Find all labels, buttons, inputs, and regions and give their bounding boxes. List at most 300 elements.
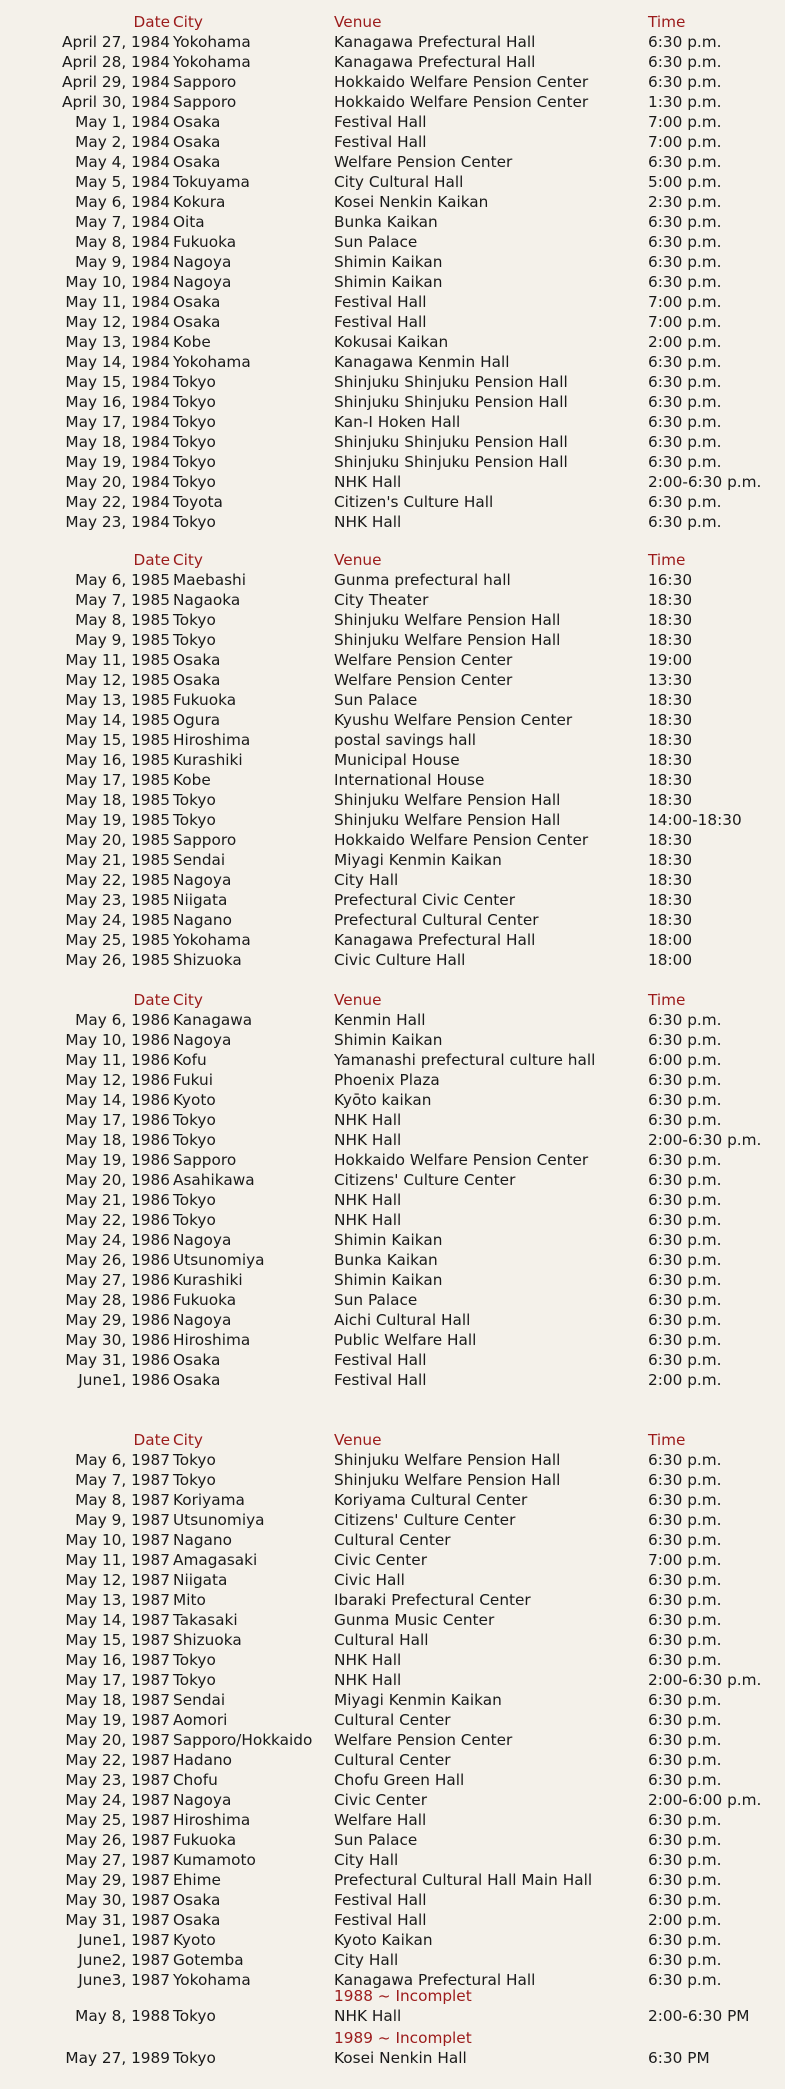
date-cell: May 12, 1987 — [65, 1571, 170, 1589]
table-row — [0, 1330, 785, 1350]
table-row — [0, 890, 785, 910]
table-row — [0, 1650, 785, 1670]
table-row — [0, 1550, 785, 1570]
venue-cell: Shinjuku Shinjuku Pension Hall — [334, 453, 568, 471]
time-cell: 6:30 p.m. — [648, 1971, 722, 1989]
table-row — [0, 1350, 785, 1370]
time-cell: 7:00 p.m. — [648, 293, 722, 311]
date-cell: May 9, 1987 — [75, 1511, 170, 1529]
city-cell: Osaka — [173, 1371, 221, 1389]
date-cell: May 18, 1986 — [65, 1131, 170, 1149]
city-cell: Tokyo — [173, 1211, 216, 1229]
date-cell: May 6, 1987 — [75, 1451, 170, 1469]
city-cell: Gotemba — [173, 1951, 244, 1969]
date-cell: May 6, 1984 — [75, 193, 170, 211]
venue-cell: Kanagawa Prefectural Hall — [334, 1971, 536, 1989]
date-cell: May 25, 1985 — [65, 931, 170, 949]
city-cell: Kobe — [173, 333, 211, 351]
time-cell: 6:30 p.m. — [648, 1611, 722, 1629]
time-cell: 2:00-6:30 p.m. — [648, 1131, 762, 1149]
time-cell: 6:30 p.m. — [648, 73, 722, 91]
table-row — [0, 1870, 785, 1890]
table-row — [0, 1190, 785, 1210]
table-row — [0, 810, 785, 830]
time-cell: 6:30 p.m. — [648, 1111, 722, 1129]
venue-cell: Municipal House — [334, 751, 460, 769]
venue-cell: Festival Hall — [334, 313, 427, 331]
table-row — [0, 1070, 785, 1090]
city-cell: Niigata — [173, 1571, 228, 1589]
date-cell: May 22, 1984 — [65, 493, 170, 511]
city-cell: Tokyo — [173, 1111, 216, 1129]
city-header: City — [173, 13, 203, 31]
table-row — [0, 292, 785, 312]
table-row — [0, 630, 785, 650]
venue-cell: Kanagawa Kenmin Hall — [334, 353, 510, 371]
date-cell: May 10, 1984 — [65, 273, 170, 291]
city-cell: Nagoya — [173, 253, 232, 271]
venue-cell: Shimin Kaikan — [334, 273, 443, 291]
date-cell: May 9, 1984 — [75, 253, 170, 271]
date-cell: May 10, 1987 — [65, 1531, 170, 1549]
incomplete-note — [0, 2028, 785, 2048]
city-cell: Nagoya — [173, 273, 232, 291]
table-row — [0, 1950, 785, 1970]
date-cell: May 20, 1986 — [65, 1171, 170, 1189]
venue-cell: City Cultural Hall — [334, 173, 464, 191]
venue-cell: Sun Palace — [334, 1291, 418, 1309]
venue-cell: Shinjuku Shinjuku Pension Hall — [334, 373, 568, 391]
table-row — [0, 1690, 785, 1710]
table-row — [0, 1110, 785, 1130]
city-cell: Toyota — [173, 493, 223, 511]
venue-cell: Cultural Center — [334, 1531, 451, 1549]
city-cell: Sendai — [173, 851, 226, 869]
time-cell: 6:30 p.m. — [648, 1351, 722, 1369]
city-cell: Takasaki — [173, 1611, 238, 1629]
time-cell: 14:00-18:30 — [648, 811, 742, 829]
date-cell: May 12, 1984 — [65, 313, 170, 331]
table-row — [0, 392, 785, 412]
incomplete-note — [0, 1986, 785, 2006]
date-cell: May 8, 1988 — [75, 2007, 170, 2025]
city-cell: Ehime — [173, 1871, 221, 1889]
date-cell: May 23, 1985 — [65, 891, 170, 909]
table-row — [0, 512, 785, 532]
city-cell: Fukuoka — [173, 1831, 237, 1849]
table-row — [0, 1150, 785, 1170]
time-cell: 2:00-6:30 p.m. — [648, 1671, 762, 1689]
venue-cell: Welfare Pension Center — [334, 153, 513, 171]
venue-cell: Prefectural Civic Center — [334, 891, 515, 909]
city-cell: Kobe — [173, 771, 211, 789]
city-cell: Tokyo — [173, 811, 216, 829]
date-cell: May 26, 1985 — [65, 951, 170, 969]
venue-cell: Welfare Pension Center — [334, 671, 513, 689]
table-row — [0, 1510, 785, 1530]
city-cell: Tokyo — [173, 631, 216, 649]
time-cell: 2:00-6:30 PM — [648, 2007, 750, 2025]
table-row — [0, 1170, 785, 1190]
table-row — [0, 32, 785, 52]
city-cell: Shizuoka — [173, 951, 242, 969]
time-cell: 6:30 p.m. — [648, 1311, 722, 1329]
time-header: Time — [648, 991, 686, 1009]
venue-cell: Sun Palace — [334, 233, 418, 251]
city-cell: Fukuoka — [173, 233, 237, 251]
date-cell: May 17, 1986 — [65, 1111, 170, 1129]
table-row — [0, 730, 785, 750]
venue-cell: Gunma Music Center — [334, 1611, 495, 1629]
venue-cell: Festival Hall — [334, 1371, 427, 1389]
table-row — [0, 452, 785, 472]
time-cell: 18:30 — [648, 831, 693, 849]
date-cell: April 27, 1984 — [62, 33, 170, 51]
time-cell: 6:30 p.m. — [648, 1231, 722, 1249]
venue-cell: Citizens' Culture Center — [334, 1171, 516, 1189]
time-cell: 6:30 p.m. — [648, 1511, 722, 1529]
venue-cell: Yamanashi prefectural culture hall — [334, 1051, 596, 1069]
time-cell: 6:30 p.m. — [648, 1651, 722, 1669]
time-cell: 6:30 p.m. — [648, 213, 722, 231]
city-cell: Nagoya — [173, 1031, 232, 1049]
venue-cell: Festival Hall — [334, 293, 427, 311]
venue-cell: Kyōto kaikan — [334, 1091, 432, 1109]
date-cell: May 20, 1987 — [65, 1731, 170, 1749]
city-cell: Fukuoka — [173, 1291, 237, 1309]
table-row — [0, 1850, 785, 1870]
city-cell: Utsunomiya — [173, 1251, 265, 1269]
venue-cell: NHK Hall — [334, 1111, 402, 1129]
schedule-table — [0, 990, 785, 1390]
venue-cell: Shimin Kaikan — [334, 1031, 443, 1049]
time-cell: 2:00 p.m. — [648, 1911, 722, 1929]
table-row — [0, 1590, 785, 1610]
date-cell: May 21, 1986 — [65, 1191, 170, 1209]
date-cell: May 13, 1984 — [65, 333, 170, 351]
time-cell: 6:30 p.m. — [648, 1831, 722, 1849]
venue-cell: Shinjuku Shinjuku Pension Hall — [334, 433, 568, 451]
date-cell: May 28, 1986 — [65, 1291, 170, 1309]
date-cell: May 20, 1984 — [65, 473, 170, 491]
date-cell: May 18, 1984 — [65, 433, 170, 451]
time-cell: 18:30 — [648, 771, 693, 789]
venue-header: Venue — [334, 13, 382, 31]
venue-cell: Bunka Kaikan — [334, 1251, 438, 1269]
date-cell: May 26, 1987 — [65, 1831, 170, 1849]
city-cell: Sapporo — [173, 93, 237, 111]
date-cell: May 13, 1987 — [65, 1591, 170, 1609]
date-cell: May 12, 1986 — [65, 1071, 170, 1089]
date-cell: June3, 1987 — [78, 1971, 170, 1989]
city-cell: Osaka — [173, 133, 221, 151]
venue-cell: Civic Center — [334, 1791, 427, 1809]
time-cell: 6:30 p.m. — [648, 493, 722, 511]
date-cell: June2, 1987 — [78, 1951, 170, 1969]
date-cell: May 11, 1987 — [65, 1551, 170, 1569]
venue-cell: NHK Hall — [334, 1131, 402, 1149]
date-cell: May 16, 1985 — [65, 751, 170, 769]
table-header — [0, 12, 785, 32]
table-row — [0, 492, 785, 512]
date-header: Date — [133, 551, 170, 569]
venue-cell: Gunma prefectural hall — [334, 571, 511, 589]
time-cell: 6:30 p.m. — [648, 1031, 722, 1049]
time-cell: 18:30 — [648, 731, 693, 749]
date-header: Date — [133, 1431, 170, 1449]
venue-cell: Aichi Cultural Hall — [334, 1311, 471, 1329]
date-cell: May 31, 1987 — [65, 1911, 170, 1929]
schedule-table — [0, 550, 785, 970]
venue-cell: Hokkaido Welfare Pension Center — [334, 1151, 589, 1169]
time-cell: 6:30 p.m. — [648, 1751, 722, 1769]
city-cell: Tokyo — [173, 433, 216, 451]
venue-cell: City Theater — [334, 591, 429, 609]
date-cell: May 19, 1984 — [65, 453, 170, 471]
time-cell: 2:00-6:30 p.m. — [648, 473, 762, 491]
venue-cell: Civic Hall — [334, 1571, 405, 1589]
table-row — [0, 1710, 785, 1730]
table-row — [0, 1490, 785, 1510]
city-cell: Yokohama — [173, 33, 251, 51]
venue-cell: Kan-I Hoken Hall — [334, 413, 461, 431]
table-row — [0, 172, 785, 192]
city-cell: Nagoya — [173, 871, 232, 889]
table-row — [0, 352, 785, 372]
city-cell: Tokyo — [173, 1651, 216, 1669]
time-cell: 18:30 — [648, 691, 693, 709]
table-row — [0, 1450, 785, 1470]
venue-cell: Hokkaido Welfare Pension Center — [334, 73, 589, 91]
table-row — [0, 1250, 785, 1270]
time-cell: 18:00 — [648, 951, 693, 969]
date-cell: April 29, 1984 — [62, 73, 170, 91]
time-cell: 6:30 p.m. — [648, 433, 722, 451]
venue-cell: Civic Culture Hall — [334, 951, 466, 969]
venue-cell: Miyagi Kenmin Kaikan — [334, 851, 502, 869]
time-cell: 6:30 p.m. — [648, 1771, 722, 1789]
time-cell: 18:00 — [648, 931, 693, 949]
city-cell: Sapporo — [173, 831, 237, 849]
date-cell: May 23, 1987 — [65, 1771, 170, 1789]
date-cell: May 13, 1985 — [65, 691, 170, 709]
date-header: Date — [133, 991, 170, 1009]
city-cell: Sapporo/Hokkaido — [173, 1731, 313, 1749]
table-header — [0, 1430, 785, 1450]
table-row — [0, 1030, 785, 1050]
date-cell: May 30, 1986 — [65, 1331, 170, 1349]
time-cell: 6:30 p.m. — [648, 1691, 722, 1709]
time-cell: 6:30 p.m. — [648, 233, 722, 251]
table-row — [0, 790, 785, 810]
city-cell: Niigata — [173, 891, 228, 909]
date-cell: May 10, 1986 — [65, 1031, 170, 1049]
table-row — [0, 192, 785, 212]
table-row — [0, 1890, 785, 1910]
time-cell: 7:00 p.m. — [648, 113, 722, 131]
venue-cell: Public Welfare Hall — [334, 1331, 477, 1349]
time-cell: 6:30 p.m. — [648, 1271, 722, 1289]
venue-cell: postal savings hall — [334, 731, 476, 749]
date-cell: May 8, 1987 — [75, 1491, 170, 1509]
venue-cell: NHK Hall — [334, 1651, 402, 1669]
date-cell: May 27, 1989 — [65, 2049, 170, 2067]
table-row — [0, 1210, 785, 1230]
date-cell: May 5, 1984 — [75, 173, 170, 191]
time-cell: 18:30 — [648, 911, 693, 929]
city-cell: Osaka — [173, 1351, 221, 1369]
schedule-table — [0, 1430, 785, 1990]
date-cell: May 14, 1985 — [65, 711, 170, 729]
city-header: City — [173, 1431, 203, 1449]
venue-cell: Shimin Kaikan — [334, 1231, 443, 1249]
table-row — [0, 312, 785, 332]
date-cell: May 7, 1987 — [75, 1471, 170, 1489]
venue-cell: Festival Hall — [334, 1911, 427, 1929]
venue-cell: Welfare Pension Center — [334, 651, 513, 669]
date-cell: May 18, 1987 — [65, 1691, 170, 1709]
city-cell: Fukuoka — [173, 691, 237, 709]
city-header: City — [173, 991, 203, 1009]
date-cell: May 1, 1984 — [75, 113, 170, 131]
time-cell: 6:30 p.m. — [648, 1191, 722, 1209]
date-cell: May 26, 1986 — [65, 1251, 170, 1269]
city-cell: Yokohama — [173, 353, 251, 371]
date-cell: May 24, 1985 — [65, 911, 170, 929]
date-cell: May 18, 1985 — [65, 791, 170, 809]
date-cell: May 11, 1986 — [65, 1051, 170, 1069]
venue-cell: City Hall — [334, 871, 399, 889]
table-row — [0, 1810, 785, 1830]
date-cell: May 17, 1984 — [65, 413, 170, 431]
city-cell: Kofu — [173, 1051, 207, 1069]
time-cell: 18:30 — [648, 751, 693, 769]
venue-cell: Shinjuku Welfare Pension Hall — [334, 791, 561, 809]
table-row — [0, 570, 785, 590]
city-cell: Nagoya — [173, 1231, 232, 1249]
city-cell: Tokyo — [173, 1451, 216, 1469]
schedule-table — [0, 12, 785, 532]
city-cell: Yokohama — [173, 53, 251, 71]
time-cell: 2:00-6:00 p.m. — [648, 1791, 762, 1809]
date-cell: May 14, 1986 — [65, 1091, 170, 1109]
city-cell: Osaka — [173, 1891, 221, 1909]
table-row — [0, 2048, 785, 2068]
venue-cell: NHK Hall — [334, 1191, 402, 1209]
table-row — [0, 910, 785, 930]
time-cell: 18:30 — [648, 611, 693, 629]
time-cell: 6:30 p.m. — [648, 1931, 722, 1949]
city-cell: Fukui — [173, 1071, 213, 1089]
venue-cell: NHK Hall — [334, 2007, 402, 2025]
venue-cell: Citizens' Culture Center — [334, 1511, 516, 1529]
venue-cell: Shimin Kaikan — [334, 1271, 443, 1289]
city-cell: Utsunomiya — [173, 1511, 265, 1529]
venue-cell: NHK Hall — [334, 1671, 402, 1689]
time-cell: 6:30 p.m. — [648, 153, 722, 171]
date-cell: May 8, 1984 — [75, 233, 170, 251]
city-cell: Tokyo — [173, 1671, 216, 1689]
table-row — [0, 1290, 785, 1310]
date-cell: June1, 1986 — [78, 1371, 170, 1389]
date-cell: May 24, 1987 — [65, 1791, 170, 1809]
date-cell: May 8, 1985 — [75, 611, 170, 629]
time-cell: 6:30 p.m. — [648, 1871, 722, 1889]
table-row — [0, 432, 785, 452]
time-cell: 6:30 p.m. — [648, 1331, 722, 1349]
venue-cell: Festival Hall — [334, 113, 427, 131]
date-cell: May 19, 1987 — [65, 1711, 170, 1729]
city-cell: Tokyo — [173, 1191, 216, 1209]
date-cell: May 7, 1984 — [75, 213, 170, 231]
date-cell: May 19, 1985 — [65, 811, 170, 829]
table-row — [0, 710, 785, 730]
city-cell: Osaka — [173, 1911, 221, 1929]
venue-cell: Kokusai Kaikan — [334, 333, 449, 351]
time-cell: 6:30 p.m. — [648, 1251, 722, 1269]
city-cell: Kurashiki — [173, 1271, 243, 1289]
table-row — [0, 1930, 785, 1950]
city-cell: Koriyama — [173, 1491, 245, 1509]
city-cell: Tokyo — [173, 393, 216, 411]
time-cell: 7:00 p.m. — [648, 1551, 722, 1569]
table-row — [0, 1470, 785, 1490]
venue-cell: Phoenix Plaza — [334, 1071, 440, 1089]
venue-cell: Hokkaido Welfare Pension Center — [334, 93, 589, 111]
venue-cell: Shinjuku Welfare Pension Hall — [334, 1471, 561, 1489]
table-row — [0, 590, 785, 610]
time-cell: 6:30 p.m. — [648, 1211, 722, 1229]
venue-cell: Festival Hall — [334, 1351, 427, 1369]
date-cell: May 19, 1986 — [65, 1151, 170, 1169]
city-cell: Kyoto — [173, 1091, 216, 1109]
time-cell: 5:00 p.m. — [648, 173, 722, 191]
table-row — [0, 1730, 785, 1750]
venue-cell: Citizen's Culture Hall — [334, 493, 494, 511]
table-row — [0, 2006, 785, 2026]
table-row — [0, 212, 785, 232]
table-row — [0, 1090, 785, 1110]
table-row — [0, 1770, 785, 1790]
table-row — [0, 930, 785, 950]
city-cell: Tokyo — [173, 2049, 216, 2067]
date-cell: May 21, 1985 — [65, 851, 170, 869]
venue-cell: Kyushu Welfare Pension Center — [334, 711, 573, 729]
venue-cell: NHK Hall — [334, 473, 402, 491]
date-cell: May 17, 1987 — [65, 1671, 170, 1689]
city-cell: Tokyo — [173, 373, 216, 391]
date-cell: May 6, 1986 — [75, 1011, 170, 1029]
city-cell: Kanagawa — [173, 1011, 253, 1029]
city-cell: Hiroshima — [173, 731, 251, 749]
city-cell: Osaka — [173, 313, 221, 331]
venue-cell: Kosei Nenkin Hall — [334, 2049, 467, 2067]
date-cell: May 16, 1987 — [65, 1651, 170, 1669]
venue-cell: Civic Center — [334, 1551, 427, 1569]
city-cell: Yokohama — [173, 931, 251, 949]
time-cell: 18:30 — [648, 891, 693, 909]
time-cell: 18:30 — [648, 871, 693, 889]
table-row — [0, 1750, 785, 1770]
venue-cell: Chofu Green Hall — [334, 1771, 465, 1789]
city-cell: Hiroshima — [173, 1331, 251, 1349]
city-cell: Osaka — [173, 293, 221, 311]
city-cell: Tokyo — [173, 513, 216, 531]
venue-cell: Cultural Hall — [334, 1631, 429, 1649]
date-cell: May 20, 1985 — [65, 831, 170, 849]
city-cell: Nagoya — [173, 1311, 232, 1329]
venue-cell: Kosei Nenkin Kaikan — [334, 193, 489, 211]
